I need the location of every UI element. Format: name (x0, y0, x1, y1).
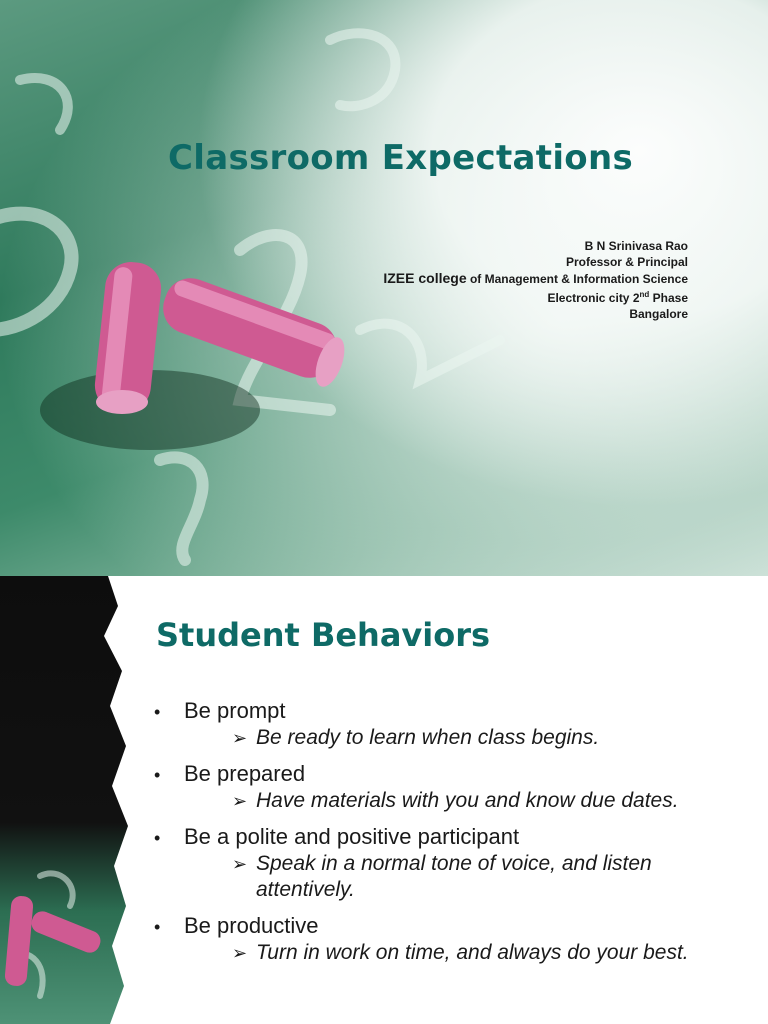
bullet-item (154, 824, 744, 903)
author-location (383, 287, 688, 306)
location-prefix: Electronic city (547, 291, 630, 305)
content-slide (0, 576, 768, 1024)
arrow-bullet-icon: ➢ (232, 791, 248, 811)
chalkboard-strip-illustration (0, 576, 140, 1024)
arrow-bullet-icon: ➢ (232, 728, 248, 748)
location-suffix: Phase (652, 291, 688, 305)
chalk-stroke (360, 324, 500, 380)
bullet-text: Be a polite and positive participant (184, 824, 520, 849)
chalk-stroke (330, 33, 395, 106)
author-block (383, 238, 688, 322)
author-role: Professor & Principal (565, 255, 688, 269)
bullet-item (154, 913, 744, 966)
location-superscript: nd (639, 290, 650, 299)
sub-bullet-text: Have materials with you and know due dates. (256, 789, 679, 812)
slide-title: Classroom Expectations (168, 138, 633, 178)
bullet-item (154, 698, 744, 751)
arrow-bullet-icon: ➢ (232, 943, 248, 963)
college-name: IZEE college (383, 270, 467, 286)
sub-bullet-text: Turn in work on time, and always do your best. (256, 941, 689, 964)
sub-bullet-text: Speak in a normal tone of voice, and listen attentively. (256, 852, 652, 901)
author-name: B N Srinivasa Rao (584, 239, 688, 253)
bullet-dot: • (154, 765, 161, 785)
sub-bullet-text: Be ready to learn when class begins. (256, 726, 600, 749)
chalk-stroke (0, 214, 72, 330)
chalk-stroke (160, 457, 203, 560)
chalk-stroke (20, 78, 68, 130)
bullet-dot: • (154, 702, 161, 722)
arrow-bullet-icon: ➢ (232, 854, 248, 874)
slide-title: Student Behaviors (156, 616, 491, 654)
bullet-text: Be productive (184, 913, 319, 938)
bullet-item (154, 761, 744, 814)
bullet-text: Be prepared (184, 761, 306, 786)
college-description: of Management & Information Science (469, 272, 688, 286)
bullet-text: Be prompt (184, 698, 286, 723)
bullet-dot: • (154, 828, 161, 848)
bullet-dot: • (154, 917, 161, 937)
location-number: 2 (632, 291, 640, 305)
author-city: Bangalore (629, 307, 688, 321)
college-line (383, 270, 688, 287)
bullet-list (154, 698, 744, 976)
